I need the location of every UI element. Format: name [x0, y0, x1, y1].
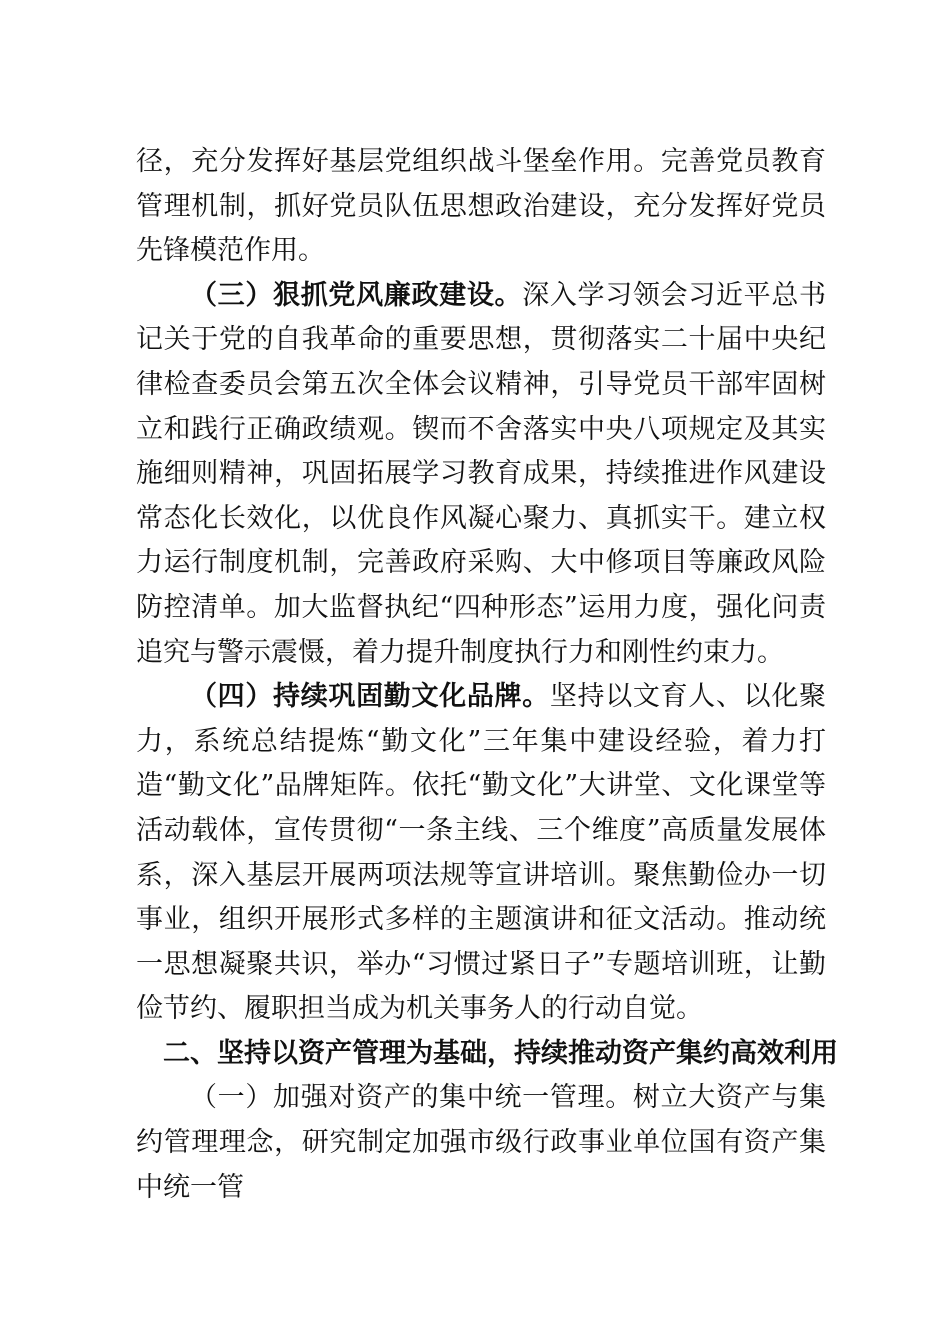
paragraph-diligence-culture	[136, 675, 826, 1032]
paragraph-text: 深入学习领会习近平总书记关于党的自我革命的重要思想，贯彻落实二十届中央纪律检查委员会第五次全体会议精神，引导党员干部牢固树立和践行正确政绩观。锲而不舍落实中央八项规定及其实施细则精神，巩固拓展学习教育成果，持续推进作风建设常态化长效化，以优良作风凝心聚力、真抓实干。建立权力运行制度机制，完善政府采购、大中修项目等廉政风险防控清单。加大监督执纪“四种形态”运用力度，强化问责追究与警示震慑，着力提升制度执行力和刚性约束力。	[136, 279, 827, 668]
document-body	[136, 140, 838, 1210]
paragraph-text: 径，充分发挥好基层党组织战斗堡垒作用。完善党员教育管理机制，抓好党员队伍思想政治建设，充分发挥好党员先锋模范作用。	[136, 146, 826, 267]
paragraph-party-conduct	[136, 274, 826, 675]
paragraph-text: 坚持以文育人、以化聚力，系统总结提炼“勤文化”三年集中建设经验，着力打造“勤文化”品牌矩阵。依托“勤文化”大讲堂、文化课堂等活动载体，宣传贯彻“一条主线、三个维度”高质量发展体系，深入基层开展两项法规等宣讲培训。聚焦勤俭办一切事业，组织开展形式多样的主题演讲和征文活动。推动统一思想凝聚共识，举办“习惯过紧日子”专题培训班，让勤俭节约、履职担当成为机关事务人的行动自觉。	[136, 681, 827, 1025]
paragraph-asset-management	[136, 1076, 826, 1210]
paragraph-continuation	[136, 140, 826, 274]
paragraph-lead-heading: （三）狠抓党风廉政建设。	[190, 279, 523, 311]
paragraph-lead-heading: （四）持续巩固勤文化品牌。	[190, 681, 550, 713]
paragraph-text: 树立大资产与集约管理理念，研究制定加强市级行政事业单位国有资产集中统一管	[136, 1082, 827, 1203]
paragraph-lead-heading: （一）加强对资产的集中统一管理。	[190, 1082, 633, 1114]
section-heading: 二、坚持以资产管理为基础，持续推动资产集约高效利用	[163, 1037, 838, 1069]
